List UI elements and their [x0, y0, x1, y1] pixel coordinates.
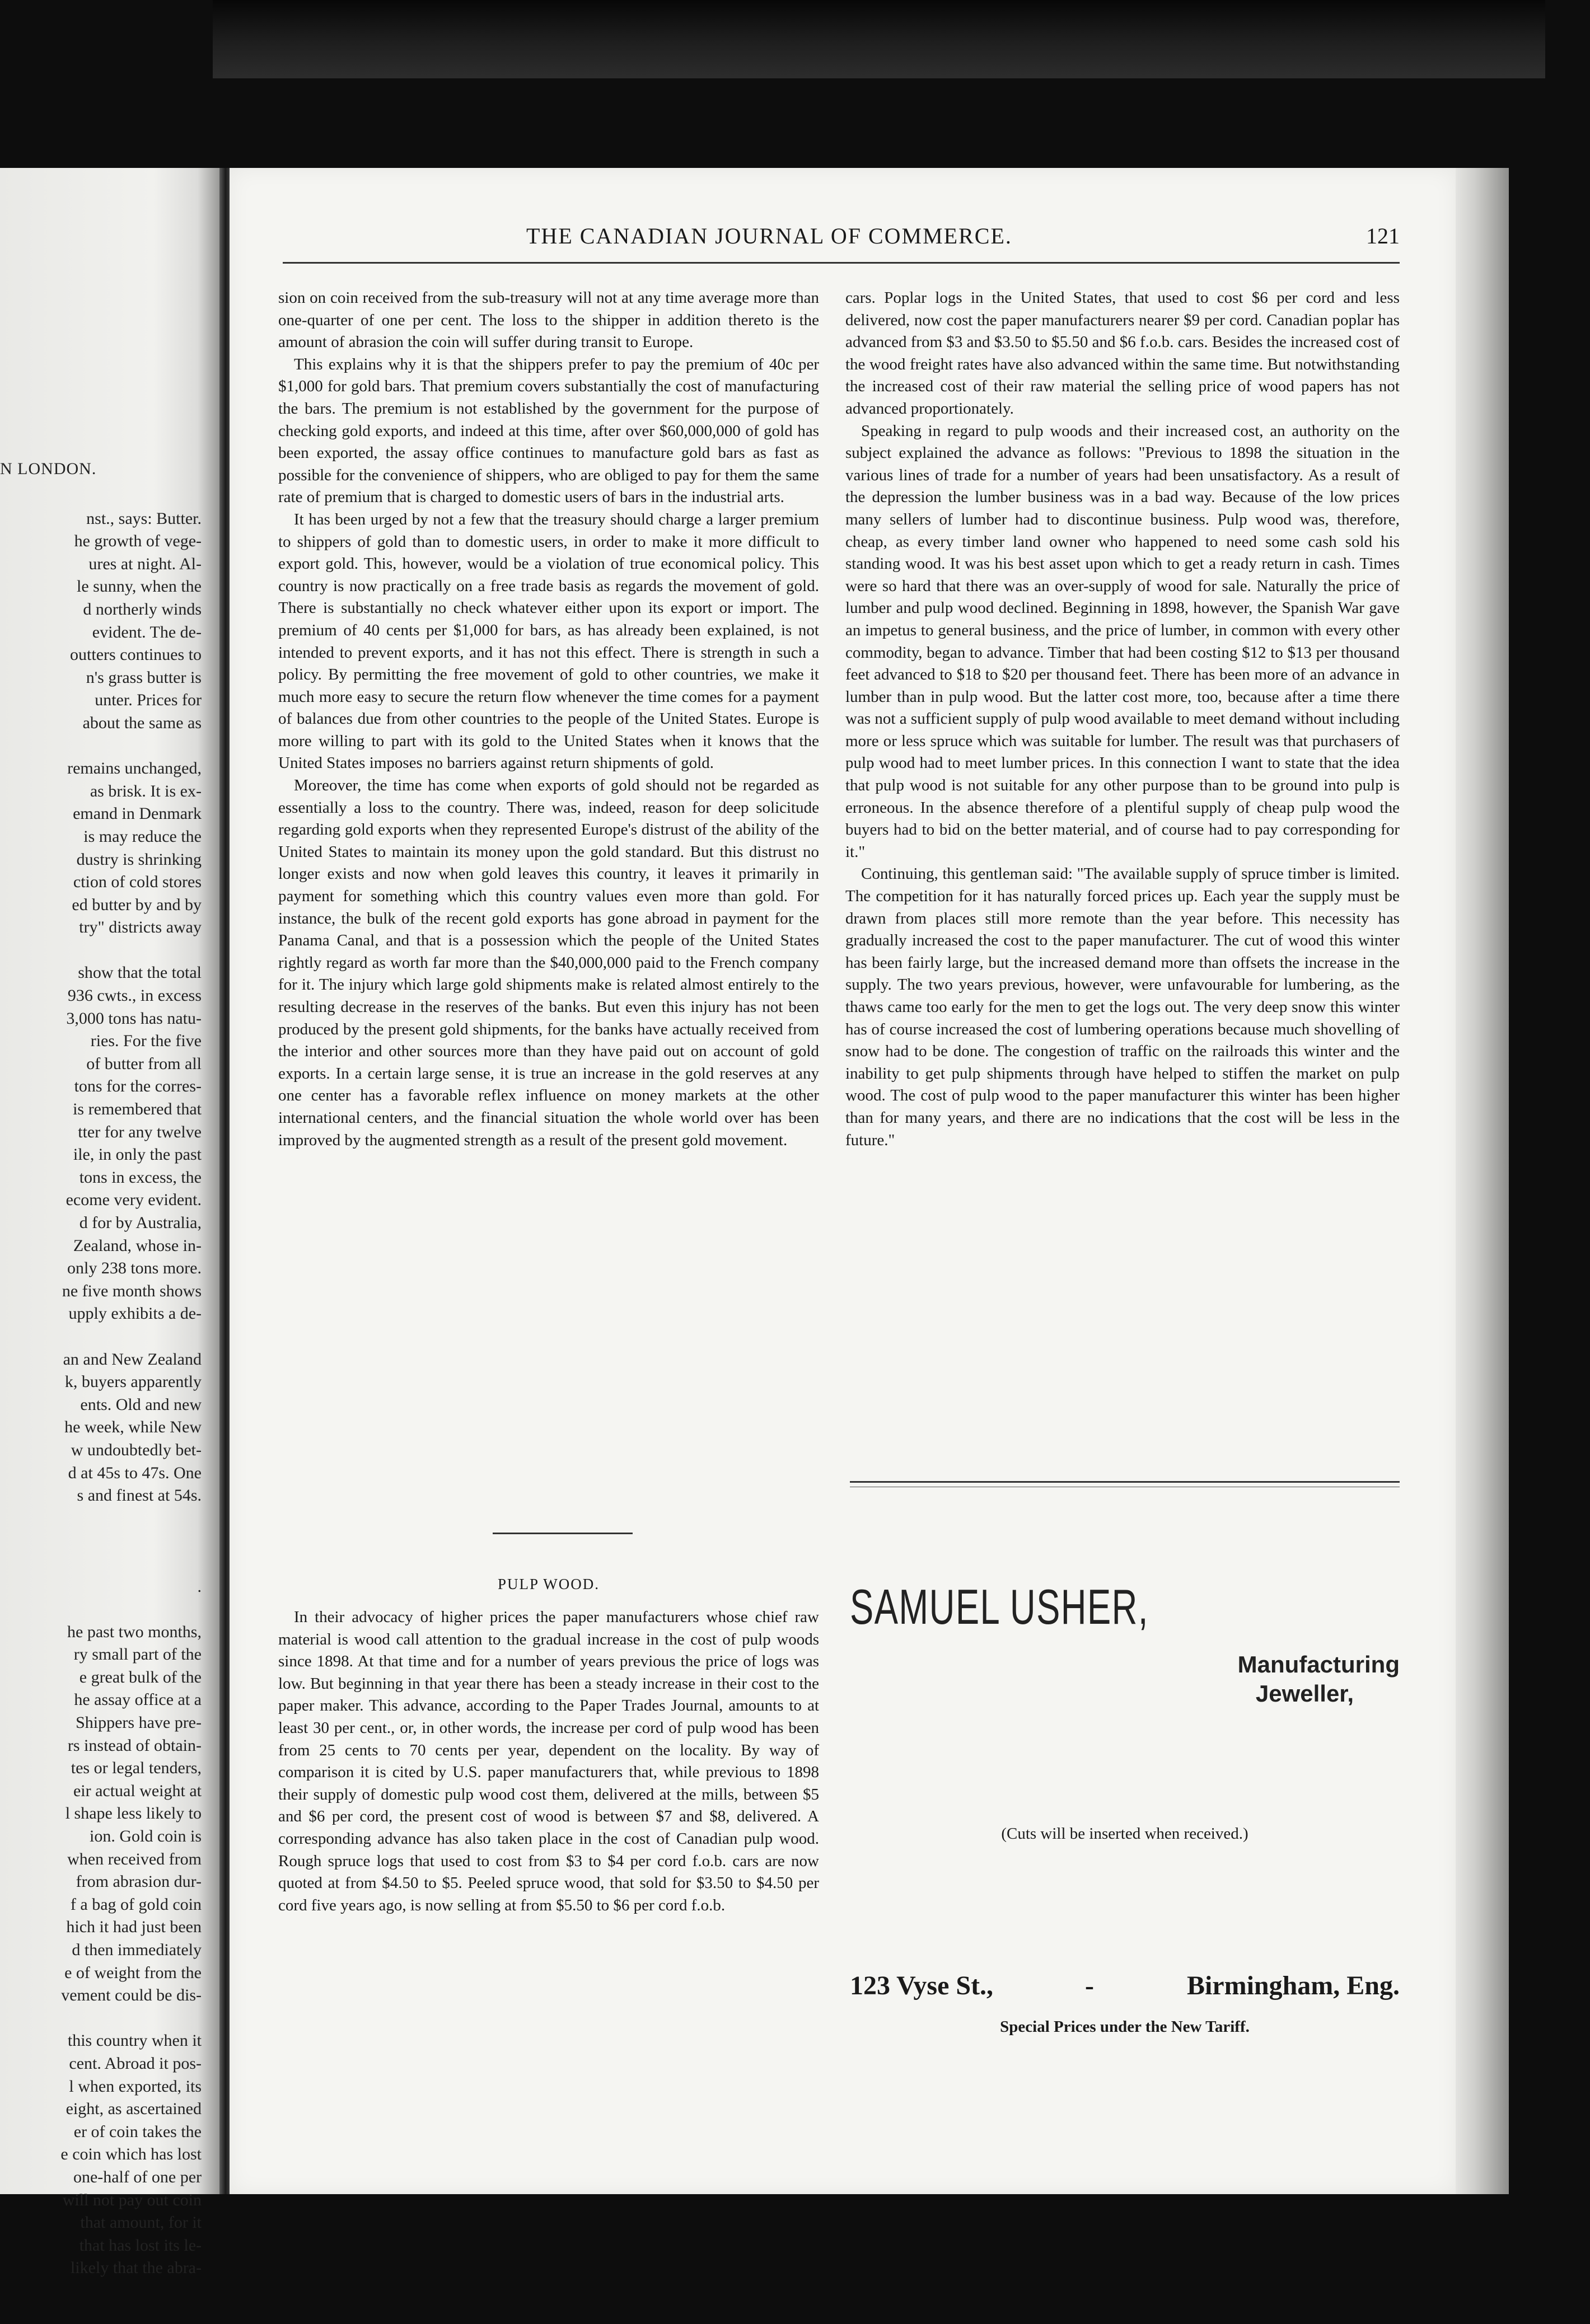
- left-page-line: er of coin takes the: [73, 2122, 202, 2141]
- left-page-line: nst., says: Butter.: [86, 509, 202, 528]
- left-page-line: that has lost its le-: [79, 2236, 202, 2255]
- photo-background: [213, 0, 1545, 78]
- left-page-line: [0, 1553, 202, 1576]
- left-page-line: [0, 735, 202, 758]
- page-number: 121: [1366, 223, 1400, 249]
- left-page-line: k, buyers apparently: [64, 1372, 202, 1391]
- left-page-line: he week, while New: [64, 1418, 202, 1437]
- left-page-line: when received from: [67, 1849, 202, 1868]
- left-page-line: tons for the corres-: [74, 1077, 202, 1096]
- left-page-line: Zealand, whose in-: [73, 1236, 202, 1255]
- left-page-line: upply exhibits a de-: [68, 1304, 202, 1323]
- article-paragraph: Speaking in regard to pulp woods and their increased cost, an authority on the subject explained the advance as follows: "Previous to 1898 the situation in the various lines of trade for a number of years had been unsatisfactory. As a result of the depression the lumber business was in a bad way. Because of the low prices many sellers of lumber had to discontinue business. Pulp wood was, therefore, cheap, as every timber land owner who happened to need some cash sold his standing wood. It was his best asset upon which to get a ready return in cash. Times were so hard that there was an over-supply of wood for sale. Naturally the price of lumber and pulp wood declined. Beginning in 1898, however, the Spanish War gave an impetus to general business, and the price of lumber, in common with every other commodity, began to advance. Timber that had been costing $12 to $13 per thousand feet advanced to $18 to $20 per thousand feet. There has been more of an advance in lumber than in pulp wood. But the latter cost more, too, because after a time there was not a sufficient supply of pulp wood available to meet demand without including more or less spruce which was suitable for lumber. The result was that purchasers of pulp wood had to meet lumber prices. In this connection I want to state that the idea that pulp wood is not suitable for any other purpose than to be ground into pulp is erroneous. In the absence therefore of a plentiful supply of cheap pulp wood the buyers had to bid on the better material, and of course had to pay corresponding for it.": [845, 421, 1400, 861]
- article-paragraph: Continuing, this gentleman said: "The available supply of spruce timber is limited. The competition for it has naturally forced prices up. Each year the supply must be drawn from places still more remote than the year before. This necessity has gradually increased the cost to the paper manufacturer. The cut of wood this winter has been fairly large, but the increased demand more than offsets the increase in the supply. The two years previous, however, were unfavourable for lumbering, as the thaws came too early for the men to get the logs out. The very deep snow this winter has of course increased the cost of lumbering operations because much shovelling of snow had to be done. The congestion of traffic on the railroads this winter and the inability to get pulp shipments through have helped to stiffen the market on pulp wood. The cost of pulp wood to the paper manufacturer this winter has been higher than for many years, and there are no indications that the cost will be less in the future.": [845, 865, 1400, 1149]
- left-page-line: as brisk. It is ex-: [90, 781, 202, 800]
- left-page-line: ile, in only the past: [73, 1145, 202, 1164]
- left-page-line: tes or legal tenders,: [71, 1759, 202, 1778]
- left-page-line: evident. The de-: [92, 622, 202, 641]
- page-header: [526, 223, 1400, 251]
- left-page-line: eight, as ascertained: [66, 2100, 202, 2119]
- left-page-line: [0, 2007, 202, 2030]
- left-page-line: e great bulk of the: [79, 1667, 202, 1686]
- left-page-line: remains unchanged,: [67, 759, 202, 778]
- left-page-line: l when exported, its: [69, 2077, 202, 2096]
- left-page-line: show that the total: [78, 963, 202, 982]
- left-page-line: ed butter by and by: [72, 895, 202, 914]
- gold-exports-column: [278, 287, 819, 1151]
- left-page-line: cent. Abroad it pos-: [69, 2054, 202, 2073]
- left-page-line: ction of cold stores: [73, 873, 202, 892]
- left-page-line: ures at night. Al-: [88, 554, 202, 573]
- left-page-fragment: [0, 168, 219, 2278]
- article-paragraph: This explains why it is that the shippers prefer to pay the premium of 40c per $1,000 for gold bars. That premium covers substantially the cost of manufacturing the bars. The premium is not established by the government for the purpose of checking gold exports, and indeed at this time, after over $60,000,000 of gold has been exported, the assay office continues to manufacture gold bars as fast as possible for the convenience of shippers, who are obliged to pay for them the same rate of premium that is charged to domestic users of bars in the industrial arts.: [278, 355, 819, 507]
- left-page-line: will not pay out coin: [62, 2190, 202, 2209]
- article-paragraph: sion on coin received from the sub-treasury will not at any time average more than one-quarter of one per cent. The loss to the shipper in addition thereto is the amount of abrasion the coin will suffer during transit to Europe.: [278, 289, 819, 352]
- article-paragraph: It has been urged by not a few that the treasury should charge a larger premium to shippers of gold than to domestic users, in order to make it more difficult to export gold. This, however, would be a violation of true economical policy. This country is now practically on a free trade basis as regards the movement of gold. There is substantially no check whatever either upon its export or import. The premium of 40 cents per $1,000 for bars, as has already been explained, is not intended to prevent exports, and it has not this effect. There is strength in such a policy. By permitting the free movement of gold to other countries, we make it much more easy to secure the return flow whenever the time comes for a payment of balances due from other countries to the people of the United States. Europe is more willing to part with its gold to the United States when it knows that the United States imposes no barriers against return shipments of gold.: [278, 510, 819, 772]
- left-page-line: he assay office at a: [74, 1690, 202, 1709]
- left-page-line: s and finest at 54s.: [77, 1486, 202, 1505]
- left-page-line: ents. Old and new: [80, 1395, 202, 1414]
- article-paragraph: Moreover, the time has come when exports of gold should not be regarded as essentially a loss to the country. There was, indeed, reason for deep solicitude regarding gold exports when they represented Europe's distrust of the ability of the United States to maintain its money upon the gold standard. But this distrust no longer exists and now when gold leaves this country, it leaves it primarily in payment for something which this country values even more than gold. For instance, the bulk of the recent gold exports has gone abroad in payment for the Panama Canal, and that is a possession which the people of the United States rightly regard as worth far more than the $40,000,000 paid to the French company for it. The injury which large gold shipments make is related almost entirely to the resulting decrease in the reserves of the banks. But even this injury has not been produced by the present gold shipments, for the banks have actually received from the interior and other sources more than they have paid out on account of gold exports. In a certain large sense, it is true an increase in the gold reserves at any one center has a favorable reflex influence on money markets at the other international centers, and the financial situation the whole world over has been improved by the augmented strength as a result of the present gold movement.: [278, 776, 819, 1149]
- section-divider: [493, 1533, 633, 1534]
- left-page-line: from abrasion dur-: [76, 1872, 202, 1891]
- article-paragraph: cars. Poplar logs in the United States, that used to cost $6 per cord and less delivered, now cost the paper manufacturers nearer $9 per cord. Canadian poplar has advanced from $3 and $3.50 to $5.50 and $6 f.o.b. cars. Besides the increased cost of the wood freight rates have also advanced within the same time. But notwithstanding the increased cost of their raw material the selling price of wood papers has not advanced proportionately.: [845, 289, 1400, 418]
- advertisement-rule: [850, 1481, 1400, 1483]
- left-page-line: hich it had just been: [66, 1918, 202, 1937]
- left-page-line: he past two months,: [67, 1622, 202, 1641]
- left-page-line: ries. For the five: [90, 1032, 202, 1051]
- left-page-line: of butter from all: [86, 1054, 202, 1073]
- advertiser-address: 123 Vyse St.,: [850, 1971, 994, 2000]
- left-page-line: tter for any twelve: [78, 1122, 202, 1141]
- left-page-line: rs instead of obtain-: [67, 1736, 202, 1755]
- left-page-line: is may reduce the: [83, 827, 202, 846]
- left-page-line: ry small part of the: [73, 1645, 202, 1664]
- journal-title: THE CANADIAN JOURNAL OF COMMERCE.: [526, 223, 1012, 249]
- pulp-wood-article: [278, 1606, 819, 1917]
- advertiser-occupation-line2: Jeweller,: [1255, 1680, 1354, 1707]
- left-page-line: emand in Denmark: [73, 804, 202, 823]
- left-page-line: likely that the abra-: [70, 2259, 202, 2278]
- address-separator: -: [1085, 1971, 1094, 2000]
- left-page-line: w undoubtedly bet-: [71, 1440, 202, 1459]
- left-page-column: [0, 460, 202, 2280]
- article-paragraph: In their advocacy of higher prices the paper manufacturers whose chief raw material is wood call attention to the gradual increase in the cost of pulp woods since 1898. At that time and for a number of years previous the price of logs was low. But beginning in that year there has been a steady increase in their cost to the paper maker. This advance, according to the Paper Trades Journal, amounts to at least 30 per cent., or, in other words, the increase per cord of pulp wood has been from 25 cents to 70 cents per year, dependent on the locality. By way of comparison it is cited by U.S. paper manufacturers that, while previous to 1898 their supply of domestic pulp wood cost them, delivered at the mills, between $5 and $6 per cord, the present cost of wood is between $7 and $8, delivered. A corresponding advance has also taken place in the cost of Canadian pulp wood. Rough spruce logs that used to cost from $3 to $4 per cord f.o.b. cars are now quoted at from $4.50 to $5. Peeled spruce wood, that sold for $3.50 to $4.50 per cord five years ago, is now selling at from $5.50 to $6 per cord f.o.b.: [278, 1608, 819, 1914]
- advertiser-name: SAMUEL USHER,: [850, 1579, 1149, 1634]
- left-page-line: vement could be dis-: [61, 1986, 202, 2005]
- left-page-line: Shippers have pre-: [76, 1713, 202, 1732]
- page-edge-shadow: [1456, 168, 1509, 2194]
- left-page-line: unter. Prices for: [95, 691, 202, 710]
- left-page-line: ion. Gold coin is: [90, 1827, 202, 1846]
- left-page-line: n's grass butter is: [86, 668, 202, 687]
- left-page-line: he growth of vege-: [74, 532, 202, 551]
- left-page-line: try" districts away: [79, 918, 202, 937]
- left-page-line: e of weight from the: [64, 1963, 202, 1982]
- left-page-line: d northerly winds: [83, 599, 202, 619]
- left-page-line: [0, 939, 202, 962]
- left-page-line: dustry is shrinking: [76, 850, 202, 869]
- left-page-line: [0, 1507, 202, 1530]
- left-page-line: [0, 1598, 202, 1621]
- advertisement: [850, 1489, 1400, 2049]
- left-page-line: about the same as: [82, 713, 202, 732]
- special-prices-note: Special Prices under the New Tariff.: [1000, 2018, 1250, 2036]
- advertisement-note: (Cuts will be inserted when received.): [1001, 1825, 1248, 1843]
- left-page-line: .: [197, 1577, 202, 1596]
- left-page-line: d for by Australia,: [79, 1213, 202, 1232]
- left-page-line: f a bag of gold coin: [70, 1895, 202, 1914]
- left-page-line: d at 45s to 47s. One: [68, 1463, 202, 1482]
- left-page-line: l shape less likely to: [65, 1804, 202, 1823]
- left-page-line: tons in excess, the: [79, 1168, 202, 1187]
- left-page-line: e coin which has lost: [60, 2145, 202, 2164]
- left-page-line: 936 cwts., in excess: [67, 986, 202, 1005]
- left-page-line: eir actual weight at: [73, 1781, 202, 1800]
- advertiser-city: Birmingham, Eng.: [1186, 1971, 1400, 2000]
- left-page-line: that amount, for it: [80, 2213, 202, 2232]
- left-page-line: outters continues to: [70, 645, 202, 664]
- advertiser-occupation: Manufacturing: [1237, 1651, 1400, 1678]
- left-page-line: only 238 tons more.: [67, 1259, 202, 1278]
- left-page-line: ne five month shows: [62, 1281, 202, 1300]
- left-page-line: 3,000 tons has natu-: [66, 1009, 202, 1028]
- left-page-line: [0, 1325, 202, 1348]
- left-page-line: an and New Zealand: [63, 1350, 202, 1369]
- left-page-line: [0, 1530, 202, 1553]
- book-gutter: [219, 168, 230, 2194]
- pulp-wood-heading: PULP WOOD.: [497, 1576, 600, 1592]
- left-page-line: this country when it: [67, 2031, 202, 2050]
- left-page-line: one-half of one per: [73, 2167, 202, 2186]
- left-page-line: is remembered that: [73, 1100, 202, 1119]
- left-page-heading: N LONDON.: [0, 460, 97, 478]
- left-page-line: le sunny, when the: [76, 577, 202, 596]
- header-rule: [283, 262, 1400, 264]
- left-page-line: ecome very evident.: [66, 1191, 202, 1210]
- left-page-line: d then immediately: [72, 1941, 202, 1959]
- pulp-wood-continuation-column: [845, 287, 1400, 1151]
